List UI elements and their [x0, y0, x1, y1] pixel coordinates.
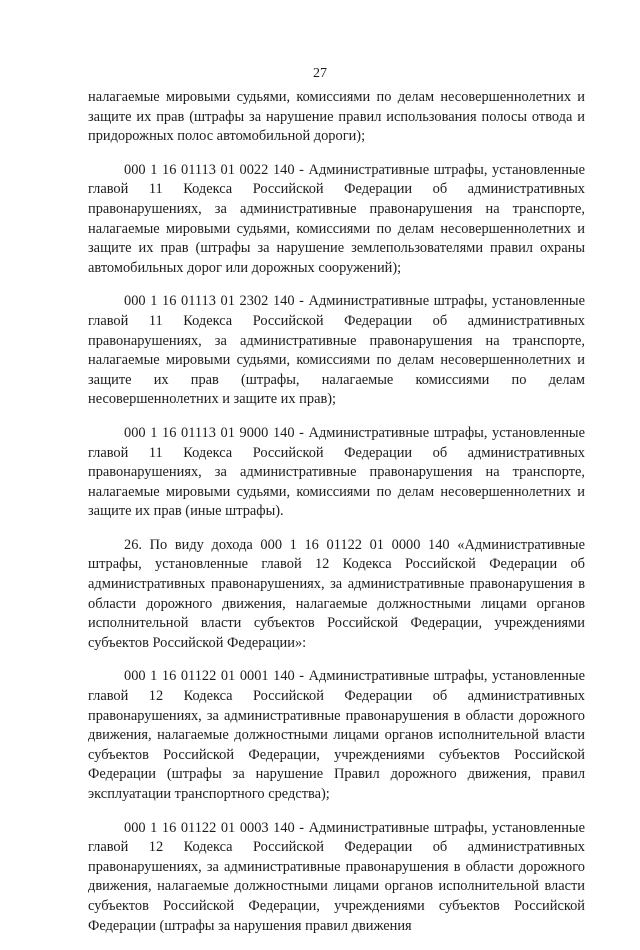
paragraph-code-2302: 000 1 16 01113 01 2302 140 - Административные штрафы, установленные главой 11 Кодекса Российской Федерации об административных правонарушениях, за административные правонарушения на транспорте, налагаемые мировыми судьями, комиссиями по делам несовершеннолетних и защите их прав (штрафы, налагаемые комиссиями по делам несовершеннолетних и защите их прав);: [88, 293, 585, 408]
paragraph-continuation: налагаемые мировыми судьями, комиссиями по делам несовершеннолетних и защите их прав (штрафы за нарушение правил использования полосы отвода и придорожных полос автомобильной дороги);: [88, 89, 585, 145]
paragraph-item-26: 26. По виду дохода 000 1 16 01122 01 0000 140 «Административные штрафы, установленные главой 12 Кодекса Российской Федерации об административных правонарушениях, за административные правонарушения в области дорожного движения, налагаемые должностными лицами органов исполнительной власти субъектов Российской Федерации, учреждениями субъектов Российской Федерации»:: [88, 536, 585, 651]
page-number: 27: [313, 66, 327, 81]
paragraph-code-0001: 000 1 16 01122 01 0001 140 - Административные штрафы, установленные главой 12 Кодекса Российской Федерации об административных правонарушениях, за административные правонарушения в области дорожного движения, налагаемые должностными лицами органов исполнительной власти субъектов Российской Федерации, учреждениями субъектов Российской Федерации (штрафы за нарушение Правил дорожного движения, правил эксплуатации транспортного средства);: [88, 668, 585, 802]
document-body: [88, 88, 585, 950]
paragraph-code-0022: 000 1 16 01113 01 0022 140 - Административные штрафы, установленные главой 11 Кодекса Российской Федерации об административных правонарушениях, за административные правонарушения на транспорте, налагаемые мировыми судьями, комиссиями по делам несовершеннолетних и защите их прав (штрафы за нарушение землепользователями правил охраны автомобильных дорог или дорожных сооружений);: [88, 161, 585, 276]
paragraph-code-0003: 000 1 16 01122 01 0003 140 - Административные штрафы, установленные главой 12 Кодекса Российской Федерации об административных правонарушениях, за административные правонарушения в области дорожного движения, налагаемые должностными лицами органов исполнительной власти субъектов Российской Федерации, учреждениями субъектов Российской Федерации (штрафы за нарушения правил движения: [88, 819, 585, 934]
paragraph-code-9000: 000 1 16 01113 01 9000 140 - Административные штрафы, установленные главой 11 Кодекса Российской Федерации об административных правонарушениях, за административные правонарушения на транспорте, налагаемые мировыми судьями, комиссиями по делам несовершеннолетних и защите их прав (иные штрафы).: [88, 424, 585, 520]
